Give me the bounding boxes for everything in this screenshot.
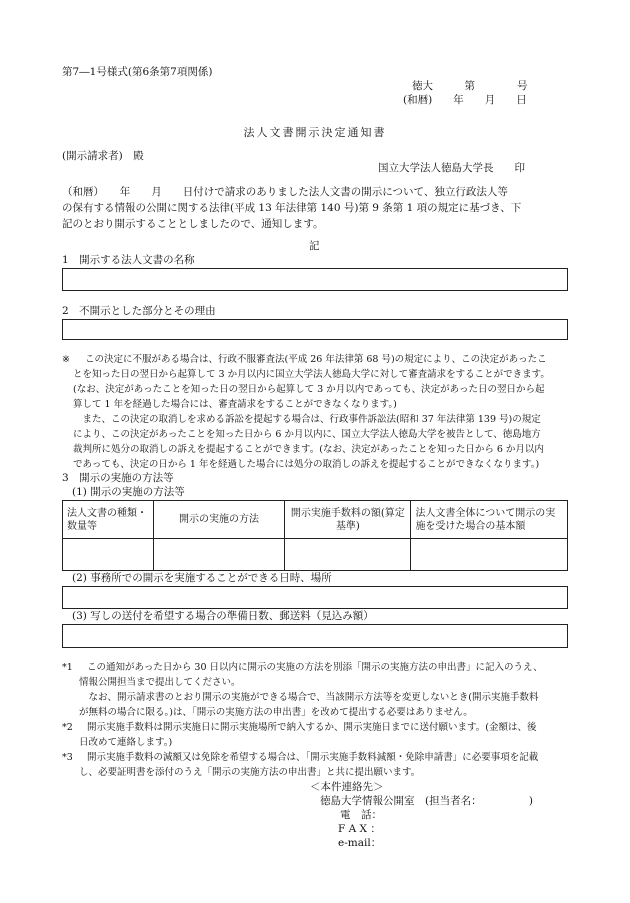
section-1-heading: 1 開示する法人文書の名称 [62,254,195,266]
table-cell [63,539,154,571]
contact-office: 徳島大学情報公開室 (担当者名： ) [320,795,533,807]
footnote-2 [79,720,536,750]
section-2-heading: 2 不開示とした部分とその理由 [62,305,216,317]
table-cell [411,539,568,571]
notice-line: であっても、決定の日から 1 年を経過した場合には処分の取消しの訴えを提起することができなくなります。) [73,459,540,470]
notice-line: とを知った日の翌日から起算して 3 か月以内に国立大学法人徳島大学に対して審査請求をすることができます。 [73,369,550,380]
contact-fax: F A X ： [338,823,381,835]
footnote-mark: *3 [62,752,73,763]
footnote-line: なお、開示請求書のとおり開示の実施ができる場合で、当該開示方法等を変更しないとき(開示実施手数料 [79,692,539,703]
footnote-mark: *2 [62,722,73,733]
doc-date: (和暦) 年 月 日 [403,94,527,106]
notice-mark: ※ [62,354,70,365]
footnote-line: この通知があった日から 30 日以内に開示の実施の方法を別添「開示の実施方法の申出書」に記入のうえ、 [87,662,543,673]
table-cell [153,539,284,571]
sub-1-heading: (1) 開示の実施の方法等 [72,486,185,498]
notice-line: 裁判所に処分の取消しの訴えを提起することができます。(なお、決定があったことを知った日から 6 か月以内 [73,444,544,455]
notice-line: (なお、決定があったことを知った日の翌日から起算して 3 か月以内であっても、決定があった日の翌日から起 [73,384,545,395]
sub-2-box [62,586,568,609]
sender: 国立大学法人徳島大学長 印 [378,162,525,174]
notice-line: また、この決定の取消しを求める訴訟を提起する場合は、行政事件訴訟法(昭和 37 年法律第 139 号)の規定 [73,414,541,425]
notice-line: この決定に不服がある場合は、行政不服審査法(平成 26 年法律第 68 号)の規定により、この決定があったこ [85,354,547,365]
contact-heading: ＜本件連絡先＞ [310,781,384,793]
intro-line: の保有する情報の公開に関する法律(平成 13 年法律第 140 号)第 9 条第 1 項の規定に基づき、下 [62,202,522,214]
footnote-3 [79,750,538,780]
contact-tel: 電 話： [340,809,382,821]
intro-line: （和暦） 年 月 日付けで請求のありました法人文書の開示について、独立行政法人等 [62,186,508,198]
notice-line: 算して 1 年を経過した場合には、審査請求をすることができなくなります。) [73,399,397,410]
implementation-table [62,500,568,571]
sub-2-heading: (2) 事務所での開示を実施することができる日時、場所 [72,572,332,584]
intro-line: 記のとおり開示することとしましたので、通知します。 [62,218,324,230]
notice-line: により、この決定があったことを知った日から 6 か月以内に、国立大学法人徳島大学を被告として、徳島地方 [73,429,541,440]
section-1-box [62,268,568,291]
footnote-line: が無料の場合に限る。)は、「開示の実施方法の申出書」を改めて提出する必要はありません。 [79,707,473,718]
page-title: 法人文書開示決定通知書 [243,126,387,139]
footnote-line: 情報公開担当まで提出してください。 [79,677,241,688]
table-header: 開示実施手数料の額(算定基準) [285,501,411,539]
table-header: 法人文書全体について開示の実施を受けた場合の基本額 [411,501,568,539]
footnote-line: 日改めて連絡します。) [79,737,173,748]
ki-mark: 記 [309,240,320,252]
addressee: (開示請求者) 殿 [62,150,144,162]
sub-3-heading: (3) 写しの送付を希望する場合の準備日数、郵送料（見込み額） [72,610,374,622]
table-cell [285,539,411,571]
table-header: 法人文書の種類・数量等 [63,501,154,539]
footnote-line: し、必要証明書を添付のうえ「開示の実施方法の申出書」と共に提出願います。 [79,767,421,778]
appeal-notice [73,352,568,472]
footnote-1 [79,660,543,720]
table-header: 開示の実施の方法 [153,501,284,539]
footnote-line: 開示実施手数料の減額又は免除を希望する場合は、「開示実施手数料減額・免除申請書」に必要事項を記載 [87,752,539,763]
doc-number: 徳大 第 号 [412,80,528,92]
intro-paragraph [62,184,521,232]
form-id: 第7―1号様式(第6条第7項関係) [62,66,213,78]
section-3-heading: 3 開示の実施の方法等 [62,472,174,484]
footnote-line: 開示実施手数料は開示実施日に開示実施場所で納入するか、開示実施日までに送付願います。(金額は、後 [87,722,537,733]
section-2-box [62,319,568,340]
footnote-mark: *1 [62,662,73,673]
sub-3-box [62,624,568,648]
contact-email: e-mail： [338,837,382,849]
